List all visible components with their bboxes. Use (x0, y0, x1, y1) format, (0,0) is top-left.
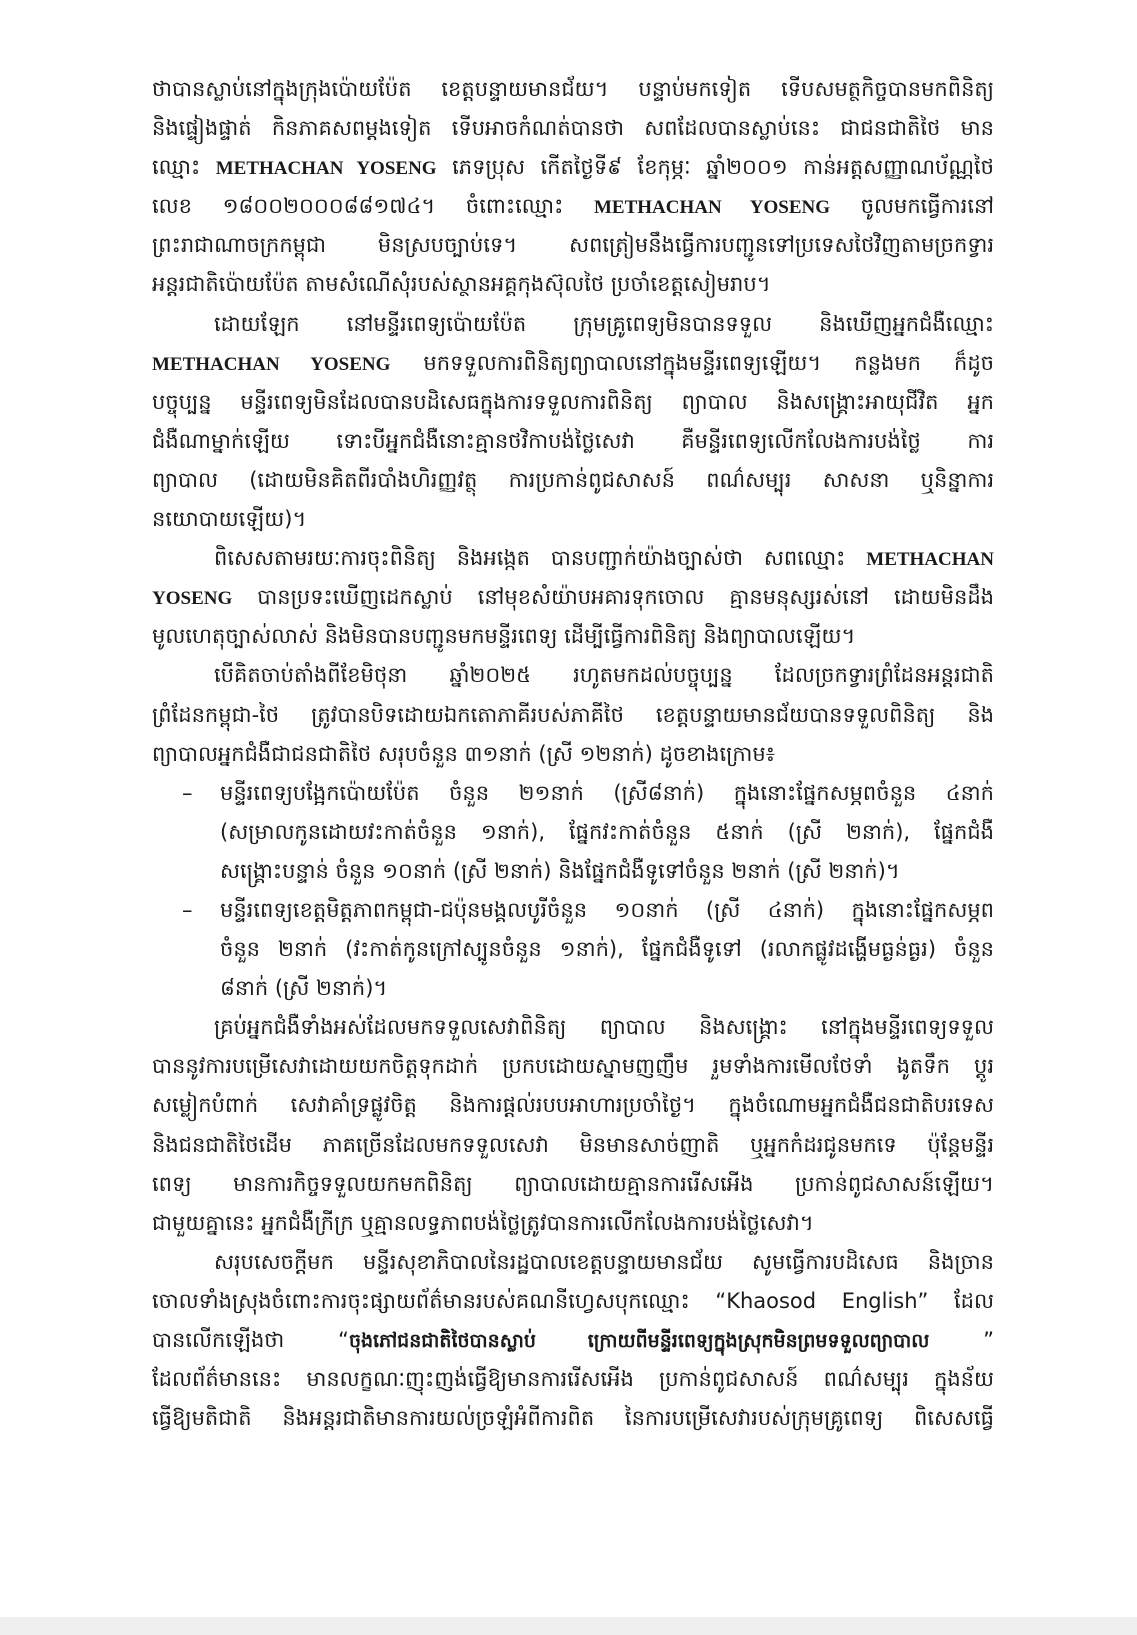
text-line (152, 1282, 994, 1321)
text-line (152, 1126, 994, 1165)
text-line (152, 70, 994, 109)
text-segment: បានលើកឡើងថា “ (152, 1328, 349, 1352)
text-segment: ចំនួន ២នាក់ (វះកាត់កូនក្រៅស្បូនចំនួន ១នាក់), ផ្នែកជំងឺទូទៅ (រលាកផ្លូវដង្ហើមធ្ងន់ធ្ងរ) ចំនួន (220, 937, 994, 962)
text-segment: នយោបាយឡើយ)។ (152, 507, 307, 532)
text-line (152, 852, 994, 891)
text-line (152, 187, 994, 226)
text-line (152, 891, 994, 930)
text-line (152, 148, 994, 187)
text-segment: អន្តរជាតិប៉ោយប៉ែត តាមសំណើសុំរបស់ស្ថានអគ្គកុងស៊ុលថៃ ប្រចាំខេត្តសៀមរាប។ (152, 272, 771, 297)
text-segment: ភេទប្រុស កើតថ្ងៃទី៩ ខែកុម្ភៈ ឆ្នាំ២០០១ កាន់អត្តសញ្ញាណប័ណ្ណថៃ (436, 155, 994, 180)
text-segment: ជាមួយគ្នានេះ អ្នកជំងឺក្រីក្រ ឬគ្មានលទ្ធភាពបង់ថ្លៃត្រូវបានការលើកលែងការបង់ថ្លៃសេវា។ (152, 1210, 814, 1235)
bold-text: ចុងភៅជនជាតិថៃបានស្លាប់ ក្រោយពីមន្ទីរពេទ្យក្នុងស្រុកមិនព្រមទទួលព្យាបាល (348, 1331, 930, 1352)
text-line (152, 656, 994, 695)
text-line (152, 422, 994, 461)
text-line (152, 265, 994, 304)
text-segment: ដែលព័ត៌មាននេះ មានលក្ខណៈញុះញង់ធ្វើឱ្យមានការរើសអើង ប្រកាន់ពូជសាសន៍ ពណ៌សម្បុរ ក្នុងន័យ (152, 1367, 994, 1392)
text-segment: មកទទួលការពិនិត្យព្យាបាលនៅក្នុងមន្ទីរពេទ្យឡើយ។ កន្លងមក ក៏ដូច (390, 350, 994, 375)
bold-text: METHACHAN YOSENG (215, 158, 437, 180)
text-segment: សម្លៀកបំពាក់ សេវាគាំទ្រផ្លូវចិត្ត និងការផ្តល់របបអាហារប្រចាំថ្ងៃ។ ក្នុងចំណោមអ្នកជំងឺជនជាតិបរទេស (152, 1093, 994, 1118)
text-segment: ជំងឺណាម្នាក់ឡើយ ទោះបីអ្នកជំងឺនោះគ្មានថវិកាបង់ថ្លៃសេវា គឺមន្ទីរពេទ្យលើកលែងការបង់ថ្លៃ ការ (152, 428, 994, 453)
page-bottom-edge (0, 1617, 1137, 1635)
text-segment: (សម្រាលកូនដោយវះកាត់ចំនួន ១នាក់), ផ្នែកវះកាត់ចំនួន ៥នាក់ (ស្រី ២នាក់), ផ្នែកជំងឺ (220, 819, 994, 844)
text-segment: ព្យាបាលអ្នកជំងឺជាជនជាតិថៃ សរុបចំនួន ៣១នាក់ (ស្រី ១២នាក់) ដូចខាងក្រោម៖ (152, 741, 775, 766)
text-line (152, 930, 994, 969)
text-segment: ដោយឡែក នៅមន្ទីរពេទ្យប៉ោយប៉ែត ក្រុមគ្រូពេទ្យមិនបានទទួល និងឃើញអ្នកជំងឺឈ្មោះ (214, 311, 994, 336)
text-line (152, 344, 994, 383)
text-line (152, 1360, 994, 1399)
text-segment: ចូលមកធ្វើការនៅ (830, 194, 994, 219)
text-segment: សង្គ្រោះបន្ទាន់ ចំនួន ១០នាក់ (ស្រី ២នាក់) និងផ្នែកជំងឺទូទៅចំនួន ២នាក់ (ស្រី ២នាក់)។ (220, 858, 900, 883)
text-line (152, 578, 994, 617)
text-line (152, 539, 994, 578)
bold-text: YOSENG (152, 588, 233, 610)
text-line (152, 109, 994, 148)
text-segment: ធ្វើឱ្យមតិជាតិ និងអន្តរជាតិមានការយល់ច្រឡំអំពីការពិត នៃការបម្រើសេវារបស់ក្រុមគ្រូពេទ្យ ពិសេសធ្វើ (152, 1406, 994, 1431)
text-line (152, 1165, 994, 1204)
text-segment: ព្រះរាជាណាចក្រកម្ពុជា មិនស្របច្បាប់ទេ។ សពត្រៀមនឹងធ្វើការបញ្ជូនទៅប្រទេសថៃវិញតាមច្រកទ្វារ (152, 233, 994, 258)
text-line (152, 774, 994, 813)
text-segment: ព្យាបាល (ដោយមិនគិតពីរបាំងហិរញ្ញវត្ថុ ការប្រកាន់ពូជសាសន៍ ពណ៌សម្បុរ សាសនា ឬនិន្នាការ (152, 467, 994, 492)
text-line (152, 1204, 994, 1243)
text-line (152, 1047, 994, 1086)
bold-text: METHACHAN (866, 549, 994, 571)
text-segment: បានប្រទះឃើញដេកស្លាប់ នៅមុខសំយ៉ាបអគារទុកចោល គ្មានមនុស្សរស់នៅ ដោយមិនដឹង (232, 585, 994, 610)
text-line (152, 617, 994, 656)
text-segment: មន្ទីរពេទ្យបង្អែកប៉ោយប៉ែត ចំនួន ២១នាក់ (ស្រី៨នាក់) ក្នុងនោះផ្នែកសម្ភពចំនួន ៤នាក់ (220, 780, 994, 805)
text-line (152, 226, 994, 265)
text-line (152, 696, 994, 735)
text-line (152, 969, 994, 1008)
text-segment: ថាបានស្លាប់នៅក្នុងក្រុងប៉ោយប៉ែត ខេត្តបន្ទាយមានជ័យ។ បន្ទាប់មកទៀត ទើបសមត្ថកិច្ចបានមកពិនិត្យ (152, 77, 994, 101)
text-segment: ព្រំដែនកម្ពុជា-ថៃ ត្រូវបានបិទដោយឯកតោភាគីរបស់ភាគីថៃ ខេត្តបន្ទាយមានជ័យបានទទួលពិនិត្យ និង (152, 702, 994, 727)
text-line (152, 813, 994, 852)
text-line (152, 1321, 994, 1360)
text-segment: និងផ្ទៀងផ្ទាត់ កិនភាគសពម្តងទៀត ទើបអាចកំណត់បានថា សពដែលបានស្លាប់នេះ ជាជនជាតិថៃ មាន (152, 116, 994, 141)
text-line (152, 305, 994, 344)
bold-text: METHACHAN YOSENG (152, 353, 391, 375)
text-segment: ពិសេសតាមរយៈការចុះពិនិត្យ និងអង្កេត បានបញ្ជាក់យ៉ាងច្បាស់ថា សពឈ្មោះ (214, 546, 867, 571)
text-segment: មន្ទីរពេទ្យខេត្តមិត្តភាពកម្ពុជា-ជប៉ុនមង្គលបូរីចំនួន ១០នាក់ (ស្រី ៤នាក់) ក្នុងនោះផ្នែកសម្ភព (220, 897, 994, 922)
text-segment: បច្ចុប្បន្ន មន្ទីរពេទ្យមិនដែលបានបដិសេធក្នុងការទទួលការពិនិត្យ ព្យាបាល និងសង្គ្រោះអាយុជីវិត អ្នក (152, 389, 994, 414)
text-segment: បាននូវការបម្រើសេវាដោយយកចិត្តទុកដាក់ ប្រកបដោយស្នាមញញឹម រួមទាំងការមើលថែទាំ ងូតទឹក ប្តូរ (152, 1054, 994, 1079)
text-segment: គ្រប់អ្នកជំងឺទាំងអស់ដែលមកទទួលសេវាពិនិត្យ ព្យាបាល និងសង្គ្រោះ នៅក្នុងមន្ទីរពេទ្យទទួល (214, 1015, 994, 1040)
text-segment: ៨នាក់ (ស្រី ២នាក់)។ (220, 976, 388, 1001)
bullet-dash: – (182, 780, 193, 805)
text-line (152, 735, 994, 774)
text-line (152, 461, 994, 500)
text-segment: និងជនជាតិថៃដើម ភាគច្រើនដែលមកទទួលសេវា មិនមានសាច់ញាតិ ឬអ្នកកំដរជូនមកទេ ប៉ុន្តែមន្ទីរ (152, 1132, 994, 1157)
text-line (152, 383, 994, 422)
text-segment: មូលហេតុច្បាស់លាស់ និងមិនបានបញ្ជូនមកមន្ទីរពេទ្យ ដើម្បីធ្វើការពិនិត្យ និងព្យាបាលឡើយ។ (152, 624, 856, 649)
bold-text: METHACHAN YOSENG (594, 197, 831, 219)
text-segment: ពេទ្យ មានការកិច្ចទទួលយកមកពិនិត្យ ព្យាបាលដោយគ្មានការរើសអើង ប្រកាន់ពូជសាសន៍ឡើយ។ (152, 1171, 994, 1196)
bullet-dash: – (182, 897, 193, 922)
text-segment: បើគិតចាប់តាំងពីខែមិថុនា ឆ្នាំ២០២៥ រហូតមកដល់បច្ចុប្បន្ន ដែលច្រកទ្វារព្រំដែនអន្តរជាតិ (214, 663, 994, 688)
text-line (152, 1243, 994, 1282)
text-line (152, 500, 994, 539)
text-line (152, 1086, 994, 1125)
text-segment: សរុបសេចក្តីមក មន្ទីរសុខាភិបាលនៃរដ្ឋបាលខេត្តបន្ទាយមានជ័យ សូមធ្វើការបដិសេធ និងច្រាន (214, 1249, 994, 1274)
text-segment: លេខ ១៨០០២០០០៨៨១៧៤។ ចំពោះឈ្មោះ (152, 194, 594, 219)
text-segment: ” (929, 1328, 994, 1352)
text-segment: ឈ្មោះ (152, 155, 216, 180)
text-line (152, 1008, 994, 1047)
document-page (152, 70, 994, 1438)
text-segment: ចោលទាំងស្រុងចំពោះការចុះផ្សាយព័ត៌មានរបស់គណនីហ្វេសបុកឈ្មោះ “Khaosod English” ដែល (152, 1288, 994, 1313)
text-line (152, 1399, 994, 1438)
